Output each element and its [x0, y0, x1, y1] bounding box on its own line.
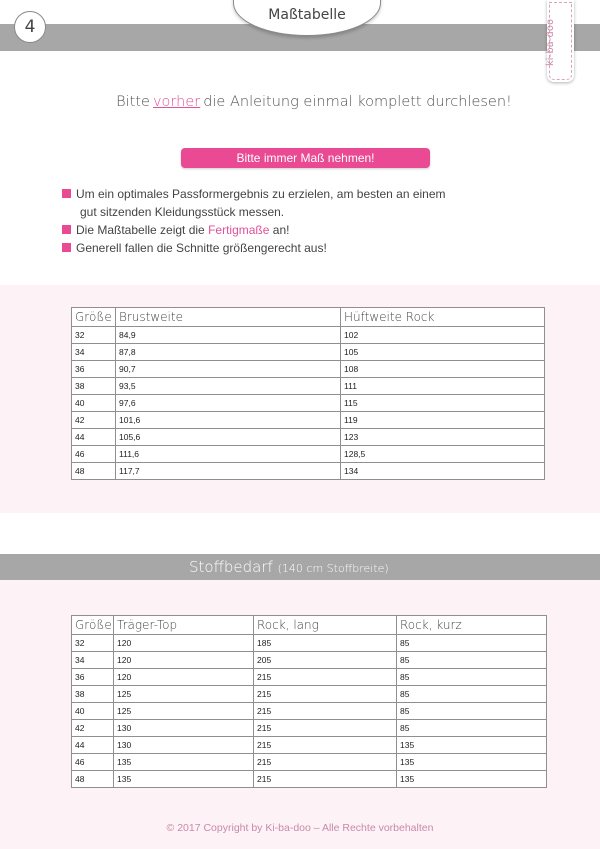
table-cell: 123 — [341, 429, 545, 446]
table-cell: 42 — [72, 412, 116, 429]
table-cell: 135 — [114, 771, 254, 788]
column-header: Hüftweite Rock — [341, 308, 545, 327]
table-cell: 215 — [254, 686, 397, 703]
table-cell: 46 — [72, 754, 114, 771]
table-cell: 120 — [114, 652, 254, 669]
table-cell: 130 — [114, 737, 254, 754]
table-cell: 135 — [397, 737, 547, 754]
table-row — [72, 429, 545, 446]
fabric-section-header — [0, 554, 600, 581]
table-cell: 44 — [72, 737, 114, 754]
column-header: Träger-Top — [114, 616, 254, 635]
bullet-square-icon — [62, 243, 71, 252]
bullet-text: Kleidungsstück messen. — [154, 205, 285, 219]
table-cell: 32 — [72, 635, 114, 652]
table-row — [72, 395, 545, 412]
table-cell: 102 — [341, 327, 545, 344]
table-cell: 215 — [254, 669, 397, 686]
table-cell: 40 — [72, 395, 116, 412]
table-cell: 117,7 — [116, 463, 341, 480]
table-cell: 125 — [114, 703, 254, 720]
instruction-line — [0, 94, 600, 110]
table-cell: 85 — [397, 686, 547, 703]
table-cell: 135 — [114, 754, 254, 771]
table-cell: 90,7 — [116, 361, 341, 378]
table-row — [72, 652, 547, 669]
table-cell: 42 — [72, 720, 114, 737]
table-cell: 105,6 — [116, 429, 341, 446]
table-row — [72, 703, 547, 720]
table-row — [72, 378, 545, 395]
table-cell: 40 — [72, 703, 114, 720]
table-cell: 85 — [397, 720, 547, 737]
table-cell: 46 — [72, 446, 116, 463]
bullet-square-icon — [62, 189, 71, 198]
table-cell: 135 — [397, 754, 547, 771]
table-row — [72, 737, 547, 754]
table-cell: 48 — [72, 771, 114, 788]
table-row — [72, 669, 547, 686]
measure-reminder-badge: Bitte immer Maß nehmen! — [181, 148, 430, 168]
table-cell: 36 — [72, 361, 116, 378]
table-cell: 84,9 — [116, 327, 341, 344]
bullet-list — [62, 185, 542, 257]
table-cell: 111,6 — [116, 446, 341, 463]
table-cell: 108 — [341, 361, 545, 378]
bullet-item — [62, 239, 542, 257]
table-cell: 128,5 — [341, 446, 545, 463]
table-row — [72, 754, 547, 771]
table-cell: 93,5 — [116, 378, 341, 395]
table-row — [72, 412, 545, 429]
table-cell: 135 — [397, 771, 547, 788]
table-cell: 97,6 — [116, 395, 341, 412]
table-cell: 215 — [254, 771, 397, 788]
table-cell: 85 — [397, 703, 547, 720]
fabric-table — [71, 615, 547, 788]
table-cell: 119 — [341, 412, 545, 429]
table-header-row — [72, 308, 545, 327]
table-cell: 87,8 — [116, 344, 341, 361]
table-cell: 215 — [254, 703, 397, 720]
table-row — [72, 327, 545, 344]
page-number: 4 — [14, 11, 46, 43]
table-cell: 38 — [72, 378, 116, 395]
table-header-row — [72, 616, 547, 635]
table-cell: 44 — [72, 429, 116, 446]
bullet-highlight: Fertigmaße — [208, 223, 270, 237]
instruction-before: Bitte — [116, 94, 150, 110]
table-row — [72, 463, 545, 480]
bullet-highlight: gut sitzenden — [80, 205, 152, 219]
column-header: Rock, kurz — [397, 616, 547, 635]
brand-logo: ki-ba-doo — [545, 18, 556, 66]
table-cell: 38 — [72, 686, 114, 703]
table-cell: 32 — [72, 327, 116, 344]
table-cell: 120 — [114, 635, 254, 652]
table-cell: 215 — [254, 754, 397, 771]
table-cell: 215 — [254, 737, 397, 754]
table-cell: 85 — [397, 652, 547, 669]
table-row — [72, 361, 545, 378]
page-title: Maßtabelle — [268, 7, 346, 23]
fabric-section-title: Stoffbedarf — [189, 558, 273, 576]
table-cell: 34 — [72, 344, 116, 361]
bullet-item — [62, 221, 542, 239]
table-cell: 36 — [72, 669, 114, 686]
column-header: Rock, lang — [254, 616, 397, 635]
size-table — [71, 307, 545, 480]
table-cell: 111 — [341, 378, 545, 395]
bullet-item — [62, 185, 542, 203]
table-cell: 130 — [114, 720, 254, 737]
table-row — [72, 771, 547, 788]
table-cell: 101,6 — [116, 412, 341, 429]
instruction-highlight: vorher — [152, 94, 201, 110]
table-cell: 105 — [341, 344, 545, 361]
column-header: Brustweite — [116, 308, 341, 327]
table-cell: 215 — [254, 720, 397, 737]
table-cell: 34 — [72, 652, 114, 669]
bullet-text: an! — [272, 223, 290, 237]
table-cell: 134 — [341, 463, 545, 480]
fabric-section-title-wrap — [189, 558, 389, 576]
table-row — [72, 686, 547, 703]
bullet-text: Die Maßtabelle zeigt die — [76, 223, 205, 237]
bullet-text: Generell fallen die Schnitte größengerecht aus! — [76, 241, 327, 255]
table-cell: 48 — [72, 463, 116, 480]
table-cell: 115 — [341, 395, 545, 412]
copyright-footer: © 2017 Copyright by Ki-ba-doo – Alle Rechte vorbehalten — [166, 822, 434, 834]
table-row — [72, 720, 547, 737]
instruction-after: die Anleitung einmal komplett durchlesen! — [203, 94, 512, 110]
table-cell: 85 — [397, 669, 547, 686]
table-cell: 85 — [397, 635, 547, 652]
column-header: Größe — [72, 308, 116, 327]
bullet-square-icon — [62, 225, 71, 234]
table-row — [72, 344, 545, 361]
bullet-text: Um ein optimales Passformergebnis zu erzielen, am besten an einem — [76, 187, 446, 201]
table-row — [72, 635, 547, 652]
table-cell: 125 — [114, 686, 254, 703]
bullet-continuation — [62, 203, 542, 221]
table-cell: 205 — [254, 652, 397, 669]
fabric-section-subtitle: (140 cm Stoffbreite) — [277, 562, 389, 575]
column-header: Größe — [72, 616, 114, 635]
table-cell: 185 — [254, 635, 397, 652]
table-row — [72, 446, 545, 463]
table-cell: 120 — [114, 669, 254, 686]
